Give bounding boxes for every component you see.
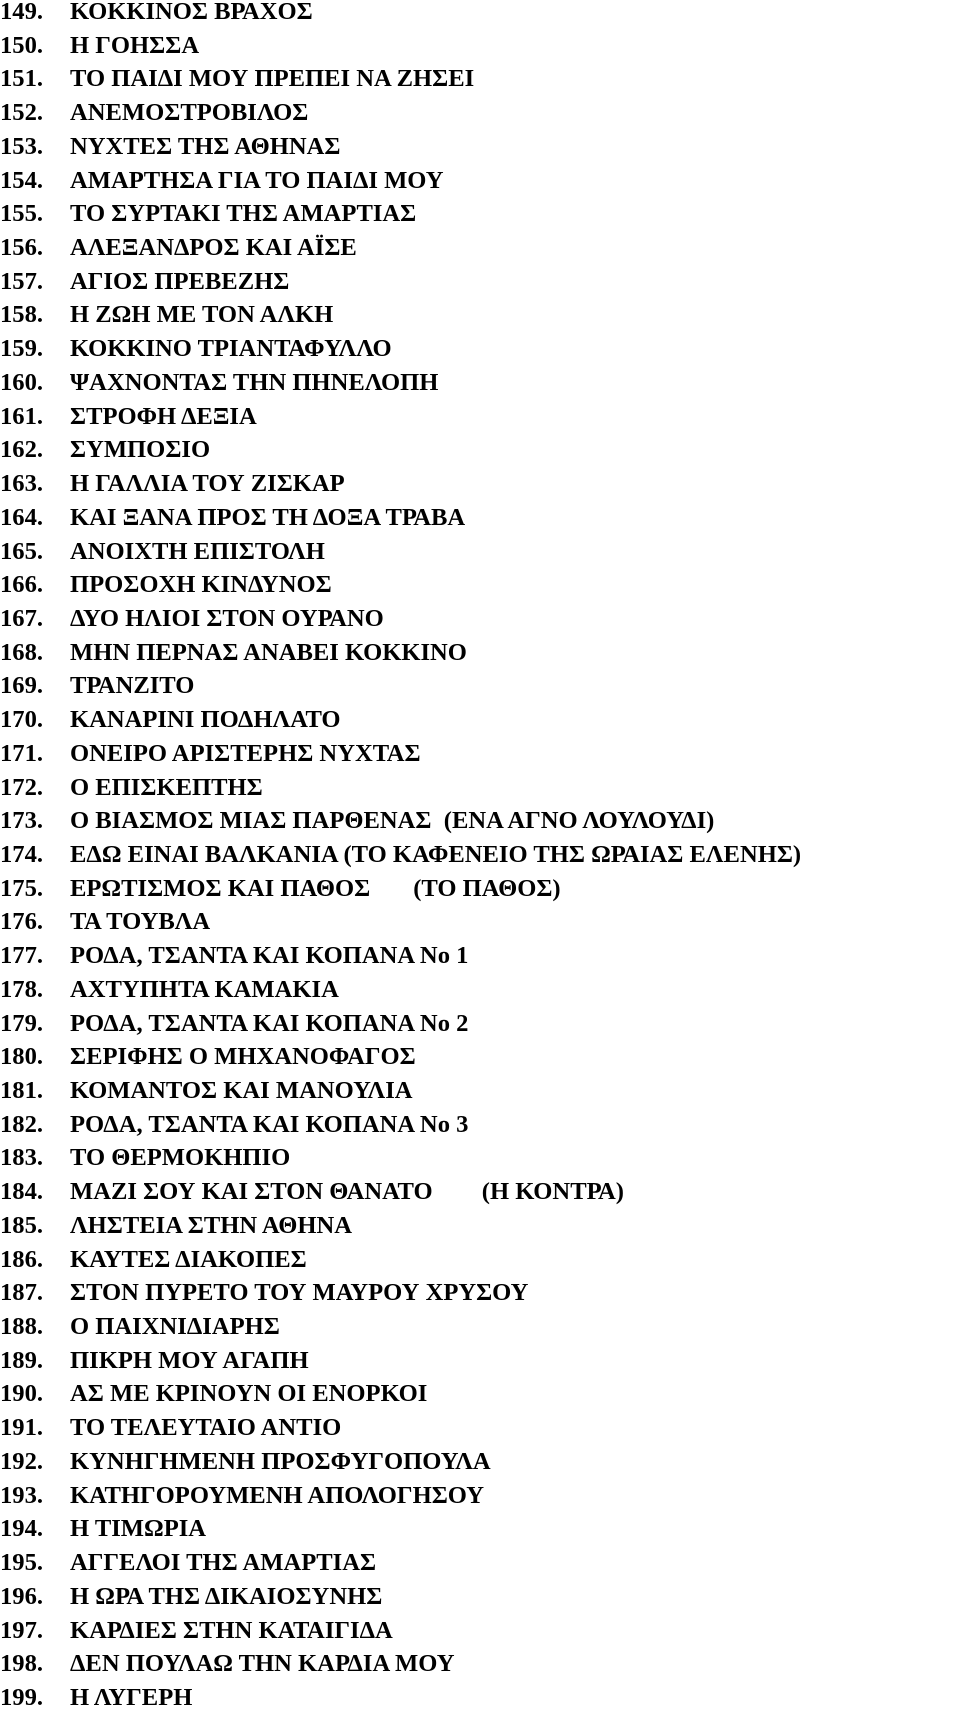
item-title: ΣΤΟΝ ΠΥΡΕΤΟ ΤΟΥ ΜΑΥΡΟΥ ΧΡΥΣΟΥ — [70, 1279, 529, 1307]
list-item — [0, 400, 960, 434]
list-item — [0, 1108, 960, 1142]
list-item — [0, 298, 960, 332]
item-title: ΚΑΤΗΓΟΡΟΥΜΕΝΗ ΑΠΟΛΟΓΗΣΟΥ — [70, 1481, 485, 1509]
item-title: ΡΟΔΑ, ΤΣΑΝΤΑ ΚΑΙ ΚΟΠΑΝΑ Νο 2 — [70, 1009, 469, 1037]
list-item — [0, 1141, 960, 1175]
list-item — [0, 1276, 960, 1310]
item-number: 184. — [0, 1178, 44, 1206]
item-number: 196. — [0, 1582, 44, 1610]
item-number: 175. — [0, 874, 44, 902]
list-item — [0, 62, 960, 96]
list-item — [0, 568, 960, 602]
list-item — [0, 771, 960, 805]
item-title: ΚΟΜΑΝΤΟΣ ΚΑΙ ΜΑΝΟΥΛΙΑ — [70, 1077, 413, 1104]
item-title: ΔΥΟ ΗΛΙΟΙ ΣΤΟΝ ΟΥΡΑΝΟ — [70, 604, 384, 632]
item-number: 156. — [0, 234, 44, 262]
list-item — [0, 366, 960, 400]
item-title: ΣΕΡΙΦΗΣ Ο ΜΗΧΑΝΟΦΑΓΟΣ — [70, 1043, 416, 1071]
item-title: ΑΛΕΞΑΝΔΡΟΣ ΚΑΙ ΑΪΣΕ — [70, 234, 357, 262]
item-title: ΡΟΔΑ, ΤΣΑΝΤΑ ΚΑΙ ΚΟΠΑΝΑ Νο 1 — [70, 942, 469, 970]
item-title: ΑΓΓΕΛΟΙ ΤΗΣ ΑΜΑΡΤΙΑΣ — [70, 1549, 377, 1577]
item-number: 168. — [0, 638, 44, 666]
item-number: 176. — [0, 908, 44, 936]
item-title: ΚΥΝΗΓΗΜΕΝΗ ΠΡΟΣΦΥΓΟΠΟΥΛΑ — [70, 1447, 491, 1475]
list-item — [0, 164, 960, 198]
item-title: ΣΤΡΟΦΗ ΔΕΞΙΑ — [70, 402, 257, 430]
item-title: ΤΟ ΘΕΡΜΟΚΗΠΙΟ — [70, 1144, 291, 1172]
list-item — [0, 1175, 960, 1209]
item-title: ΠΡΟΣΟΧΗ ΚΙΝΔΥΝΟΣ — [70, 571, 332, 599]
list-item — [0, 737, 960, 771]
list-item — [0, 602, 960, 636]
list-item — [0, 1614, 960, 1648]
list-item — [0, 1580, 960, 1614]
item-title: ΔΕΝ ΠΟΥΛΑΩ ΤΗΝ ΚΑΡΔΙΑ ΜΟΥ — [70, 1650, 455, 1678]
list-item — [0, 535, 960, 569]
item-number: 165. — [0, 537, 44, 565]
item-number: 163. — [0, 470, 44, 498]
item-number: 181. — [0, 1077, 44, 1104]
item-title: Η ΖΩΗ ΜΕ ΤΟΝ ΑΛΚΗ — [70, 301, 334, 329]
item-title: ΚΑΙ ΞΑΝΑ ΠΡΟΣ ΤΗ ΔΟΞΑ ΤΡΑΒΑ — [70, 503, 466, 531]
item-title: ΝΥΧΤΕΣ ΤΗΣ ΑΘΗΝΑΣ — [70, 132, 341, 160]
item-number: 188. — [0, 1313, 44, 1341]
list-item — [0, 1411, 960, 1445]
item-title: ΚΟΚΚΙΝΟΣ ΒΡΑΧΟΣ — [70, 0, 313, 25]
list-item — [0, 1512, 960, 1546]
item-title: ΛΗΣΤΕΙΑ ΣΤΗΝ ΑΘΗΝΑ — [70, 1211, 353, 1239]
list-item — [0, 433, 960, 467]
list-item — [0, 197, 960, 231]
item-number: 191. — [0, 1414, 44, 1442]
item-number: 150. — [0, 31, 44, 59]
item-number: 173. — [0, 807, 44, 835]
list-item — [0, 1344, 960, 1378]
item-number: 167. — [0, 604, 44, 632]
list-item — [0, 872, 960, 906]
list-item — [0, 1007, 960, 1041]
item-number: 192. — [0, 1447, 44, 1475]
item-number: 149. — [0, 0, 44, 25]
item-number: 179. — [0, 1009, 44, 1037]
list-item — [0, 231, 960, 265]
item-title: Η ΛΥΓΕΡΗ — [70, 1683, 193, 1711]
item-number: 160. — [0, 368, 44, 396]
list-item — [0, 1209, 960, 1243]
list-item — [0, 1377, 960, 1411]
item-title: ΑΣ ΜΕ ΚΡΙΝΟΥΝ ΟΙ ΕΝΟΡΚΟΙ — [70, 1380, 428, 1408]
list-item — [0, 973, 960, 1007]
list-item — [0, 939, 960, 973]
item-number: 159. — [0, 335, 44, 363]
item-number: 169. — [0, 672, 44, 700]
item-number: 186. — [0, 1245, 44, 1273]
item-number: 178. — [0, 975, 44, 1003]
item-number: 199. — [0, 1683, 44, 1711]
item-title: ΤΟ ΣΥΡΤΑΚΙ ΤΗΣ ΑΜΑΡΤΙΑΣ — [70, 200, 417, 228]
item-number: 182. — [0, 1110, 44, 1138]
item-number: 193. — [0, 1481, 44, 1509]
list-item — [0, 467, 960, 501]
item-title: ΤΡΑΝΖΙΤΟ — [70, 672, 195, 700]
item-number: 197. — [0, 1616, 44, 1644]
item-number: 194. — [0, 1515, 44, 1543]
list-item — [0, 1243, 960, 1277]
item-title: ΟΝΕΙΡΟ ΑΡΙΣΤΕΡΗΣ ΝΥΧΤΑΣ — [70, 739, 421, 767]
item-title: Η ΓΟΗΣΣΑ — [70, 31, 200, 59]
list-item — [0, 636, 960, 670]
list-item — [0, 1479, 960, 1513]
item-title: Ο ΕΠΙΣΚΕΠΤΗΣ — [70, 773, 263, 801]
list-item — [0, 804, 960, 838]
list-item — [0, 130, 960, 164]
item-number: 157. — [0, 267, 44, 295]
item-number: 189. — [0, 1346, 44, 1374]
item-title: Η ΩΡΑ ΤΗΣ ΔΙΚΑΙΟΣΥΝΗΣ — [70, 1582, 383, 1610]
item-title: ΑΧΤΥΠΗΤΑ ΚΑΜΑΚΙΑ — [70, 975, 339, 1003]
list-item — [0, 332, 960, 366]
item-title: ΚΑΡΔΙΕΣ ΣΤΗΝ ΚΑΤΑΙΓΙΔΑ — [70, 1616, 393, 1644]
item-number: 195. — [0, 1549, 44, 1577]
item-title: ΡΟΔΑ, ΤΣΑΝΤΑ ΚΑΙ ΚΟΠΑΝΑ Νο 3 — [70, 1110, 469, 1138]
item-number: 158. — [0, 301, 44, 329]
item-number: 164. — [0, 503, 44, 531]
item-title: ΕΔΩ ΕΙΝΑΙ ΒΑΛΚΑΝΙΑ (ΤΟ ΚΑΦΕΝΕΙΟ ΤΗΣ ΩΡΑΙΑΣ ΕΛΕΝΗΣ) — [70, 840, 802, 868]
list-item — [0, 838, 960, 872]
item-number: 155. — [0, 200, 44, 228]
list-item — [0, 96, 960, 130]
item-title: ΜΑΖΙ ΣΟΥ ΚΑΙ ΣΤΟΝ ΘΑΝΑΤΟ (Η ΚΟΝΤΡΑ) — [70, 1178, 624, 1206]
list-item — [0, 1040, 960, 1074]
list-item — [0, 1546, 960, 1580]
item-title: Ο ΒΙΑΣΜΟΣ ΜΙΑΣ ΠΑΡΘΕΝΑΣ (ΕΝΑ ΑΓΝΟ ΛΟΥΛΟΥΔΙ) — [70, 807, 715, 835]
item-title: ΚΑΝΑΡΙΝΙ ΠΟΔΗΛΑΤΟ — [70, 706, 341, 734]
item-number: 166. — [0, 571, 44, 599]
item-number: 174. — [0, 840, 44, 868]
item-number: 154. — [0, 166, 44, 194]
item-number: 183. — [0, 1144, 44, 1172]
item-title: ΜΗΝ ΠΕΡΝΑΣ ΑΝΑΒΕΙ ΚΟΚΚΙΝΟ — [70, 638, 467, 666]
list-item — [0, 501, 960, 535]
list-item — [0, 1310, 960, 1344]
item-number: 152. — [0, 99, 44, 127]
item-title: ΤΟ ΠΑΙΔΙ ΜΟΥ ΠΡΕΠΕΙ ΝΑ ΖΗΣΕΙ — [70, 65, 475, 93]
item-number: 185. — [0, 1211, 44, 1239]
item-title: ΨΑΧΝΟΝΤΑΣ ΤΗΝ ΠΗΝΕΛΟΠΗ — [70, 368, 439, 396]
item-number: 190. — [0, 1380, 44, 1408]
item-number: 172. — [0, 773, 44, 801]
list-item — [0, 1074, 960, 1108]
list-item — [0, 703, 960, 737]
item-title: ΑΜΑΡΤΗΣΑ ΓΙΑ ΤΟ ΠΑΙΔΙ ΜΟΥ — [70, 166, 444, 194]
item-number: 171. — [0, 739, 44, 767]
item-title: ΚΑΥΤΕΣ ΔΙΑΚΟΠΕΣ — [70, 1245, 307, 1273]
item-number: 162. — [0, 436, 44, 464]
item-title: ΤΑ ΤΟΥΒΛΑ — [70, 908, 211, 936]
list-item — [0, 1445, 960, 1479]
list-item — [0, 1681, 960, 1715]
item-number: 153. — [0, 132, 44, 160]
item-title: ΣΥΜΠΟΣΙΟ — [70, 436, 211, 464]
item-title: ΑΝΕΜΟΣΤΡΟΒΙΛΟΣ — [70, 99, 309, 127]
item-title: Η ΓΑΛΛΙΑ ΤΟΥ ΖΙΣΚΑΡ — [70, 470, 345, 498]
list-item — [0, 905, 960, 939]
item-title: ΠΙΚΡΗ ΜΟΥ ΑΓΑΠΗ — [70, 1346, 309, 1374]
item-title: ΑΓΙΟΣ ΠΡΕΒΕΖΗΣ — [70, 267, 290, 295]
item-number: 180. — [0, 1043, 44, 1071]
item-title: ΕΡΩΤΙΣΜΟΣ ΚΑΙ ΠΑΘΟΣ (ΤΟ ΠΑΘΟΣ) — [70, 874, 561, 902]
item-number: 151. — [0, 65, 44, 93]
item-number: 170. — [0, 706, 44, 734]
item-title: Η ΤΙΜΩΡΙΑ — [70, 1515, 207, 1543]
item-number: 161. — [0, 402, 44, 430]
item-number: 177. — [0, 942, 44, 970]
item-title: Ο ΠΑΙΧΝΙΔΙΑΡΗΣ — [70, 1313, 280, 1341]
list-item — [0, 669, 960, 703]
list-item — [0, 265, 960, 299]
item-number: 187. — [0, 1279, 44, 1307]
list-item — [0, 29, 960, 63]
item-title: ΑΝΟΙΧΤΗ ΕΠΙΣΤΟΛΗ — [70, 537, 325, 565]
list-item — [0, 0, 960, 29]
list-item — [0, 1647, 960, 1681]
item-number: 198. — [0, 1650, 44, 1678]
item-title: ΤΟ ΤΕΛΕΥΤΑΙΟ ΑΝΤΙΟ — [70, 1414, 342, 1442]
item-title: ΚΟΚΚΙΝΟ ΤΡΙΑΝΤΑΦΥΛΛΟ — [70, 335, 392, 363]
